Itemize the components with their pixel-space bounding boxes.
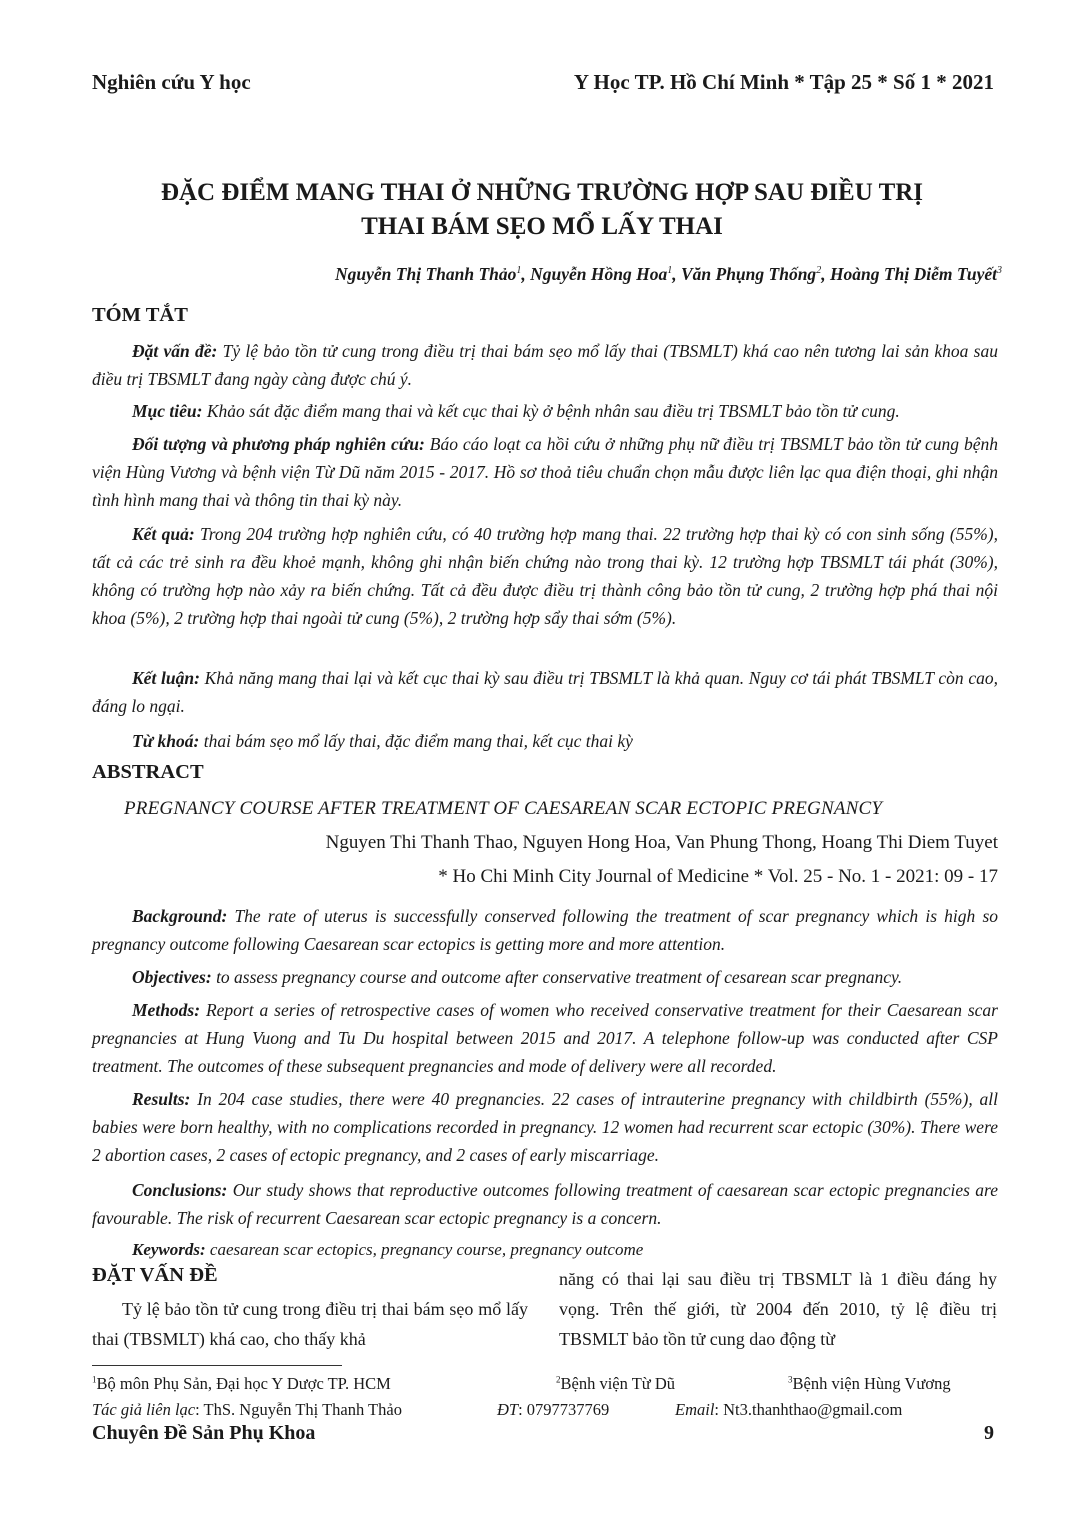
abstract-objectives-text: to assess pregnancy course and outcome after conservative treatment of cesarean scar pregnancy. [211, 967, 903, 987]
footnote-phone [497, 1400, 609, 1420]
summary-results-label: Kết quả: [132, 524, 195, 544]
author-name: Hoàng Thị Diễm Tuyết [829, 264, 997, 284]
summary-keywords-label: Từ khoá: [132, 731, 200, 751]
footnote-number: 2 [556, 1374, 561, 1385]
abstract-results [92, 1085, 998, 1169]
author-name: Nguyễn Hồng Hoa [530, 264, 668, 284]
summary-background [92, 337, 998, 393]
author-name: Nguyễn Thị Thanh Thảo [335, 264, 517, 284]
abstract-objectives [92, 963, 998, 991]
summary-conclusion [92, 664, 998, 720]
footnote-text: Bộ môn Phụ Sản, Đại học Y Dược TP. HCM [96, 1374, 391, 1393]
summary-objective-label: Mục tiêu: [132, 401, 203, 421]
footnote-number: 1 [92, 1374, 97, 1385]
footnote-contact-text: : ThS. Nguyễn Thị Thanh Thảo [195, 1400, 402, 1419]
intro-heading: ĐẶT VẤN ĐỀ [92, 1264, 218, 1286]
footnote-email-label: Email [675, 1400, 715, 1419]
author-list [335, 264, 1002, 285]
abstract-title: PREGNANCY COURSE AFTER TREATMENT OF CAESAREAN SCAR ECTOPIC PREGNANCY [124, 798, 883, 819]
summary-keywords [92, 727, 998, 755]
footnote-number: 3 [788, 1374, 793, 1385]
abstract-methods-label: Methods: [132, 1000, 201, 1020]
summary-methods-text: Báo cáo loạt ca hồi cứu ở những phụ nữ điều trị TBSMLT bảo tồn tử cung bệnh viện Hùng Vương và bệnh viện Từ Dũ năm 2015 - 2017. Hồ sơ thoả tiêu chuẩn chọn mẫu được liên lạc qua điện thoại, ghi nhận tình hình mang thai và thông tin thai kỳ này. [92, 434, 998, 510]
abstract-methods [92, 996, 998, 1080]
author-name: Văn Phụng Thống [680, 264, 817, 284]
abstract-heading: ABSTRACT [92, 761, 204, 783]
summary-methods [92, 430, 998, 514]
footnote-email-text: : Nt3.thanhthao@gmail.com [714, 1400, 903, 1419]
footnote-affiliation-1 [92, 1374, 391, 1394]
abstract-conclusions-label: Conclusions: [132, 1180, 228, 1200]
title-line-2: THAI BÁM SẸO MỔ LẤY THAI [361, 213, 723, 240]
footnote-affiliation-3 [788, 1374, 951, 1394]
article-title [90, 176, 994, 244]
footer-section-title: Chuyên Đề Sản Phụ Khoa [92, 1422, 316, 1444]
summary-objective-text: Khảo sát đặc điểm mang thai và kết cục thai kỳ ở bệnh nhân sau điều trị TBSMLT bảo tồn tử cung. [202, 401, 900, 421]
abstract-background-text: The rate of uterus is successfully conserved following the treatment of scar pregnancy which is high so pregnancy outcome following Caesarean scar ectopics is getting more and more attention. [92, 906, 998, 954]
footnote-email [675, 1400, 902, 1420]
abstract-methods-text: Report a series of retrospective cases of women who received conservative treatment for their Caesarean scar pregnancies at Hung Vuong and Tu Du hospital between 2015 and 2017. A telephone follow-up was conducted after CSP treatment. The outcomes of these subsequent pregnancies and mode of delivery were all recorded. [92, 1000, 998, 1076]
abstract-objectives-label: Objectives: [132, 967, 212, 987]
abstract-background-label: Background: [132, 906, 228, 926]
author-separator: , [521, 264, 531, 284]
footnote-text: Bệnh viện Hùng Vương [792, 1374, 951, 1393]
author-affiliation: 2 [816, 265, 822, 277]
summary-keywords-text: thai bám sẹo mổ lấy thai, đặc điểm mang thai, kết cục thai kỳ [199, 731, 633, 751]
summary-methods-label: Đối tượng và phương pháp nghiên cứu: [132, 434, 425, 454]
abstract-authors: Nguyen Thi Thanh Thao, Nguyen Hong Hoa, Van Phung Thong, Hoang Thi Diem Tuyet [325, 832, 998, 853]
abstract-conclusions-text: Our study shows that reproductive outcomes following treatment of caesarean scar ectopic pregnancies are favourable. The risk of recurrent Caesarean scar ectopic pregnancy is a concern. [92, 1180, 998, 1228]
abstract-results-text: In 204 case studies, there were 40 pregnancies. 22 cases of intrauterine pregnancy with childbirth (55%), all babies were born healthy, with no complications recorded in pregnancy. 12 women had recurrent scar ectopic (30%). There were 2 abortion cases, 2 cases of ectopic pregnancy, and 2 cases of early miscarriage. [92, 1089, 998, 1165]
title-line-1: ĐẶC ĐIỂM MANG THAI Ở NHỮNG TRƯỜNG HỢP SAU ĐIỀU TRỊ [160, 179, 924, 206]
abstract-keywords [132, 1240, 643, 1260]
footnote-phone-text: : 0797737769 [518, 1400, 610, 1419]
abstract-background [92, 902, 998, 958]
abstract-keywords-label: Keywords: [132, 1240, 206, 1259]
author-affiliation: 1 [667, 265, 673, 277]
summary-background-label: Đặt vấn đề: [132, 341, 218, 361]
author-affiliation: 1 [516, 265, 522, 277]
author-separator: , [821, 264, 830, 284]
abstract-keywords-text: caesarean scar ectopics, pregnancy course, pregnancy outcome [205, 1240, 644, 1259]
summary-heading: TÓM TẮT [92, 304, 188, 326]
footnote-affiliation-2 [556, 1374, 675, 1394]
summary-background-text: Tỷ lệ bảo tồn tử cung trong điều trị thai bám sẹo mổ lấy thai (TBSMLT) khá cao nên tương lai sản khoa sau điều trị TBSMLT đang ngày càng được chú ý. [92, 341, 998, 389]
author-affiliation: 3 [997, 265, 1002, 277]
abstract-citation: * Ho Chi Minh City Journal of Medicine * Vol. 25 - No. 1 - 2021: 09 - 17 [438, 866, 998, 887]
page-number: 9 [984, 1422, 994, 1444]
summary-results-text: Trong 204 trường hợp nghiên cứu, có 40 trường hợp mang thai. 22 trường hợp thai kỳ có con sinh sống (55%), tất cả các trẻ sinh ra đều khoẻ mạnh, không ghi nhận biến chứng nào trong thai kỳ. 12 trường hợp TBSMLT tái phát (30%), không có trường hợp nào xảy ra biến chứng. Tất cả đều được điều trị thành công bảo tồn tử cung, 2 trường hợp phá thai nội khoa (5%), 2 trường hợp thai ngoài tử cung (5%), 2 trường hợp sẩy thai sớm (5%). [92, 524, 998, 628]
running-header-left: Nghiên cứu Y học [92, 70, 251, 94]
footnote-divider [92, 1365, 342, 1366]
abstract-conclusions [92, 1176, 998, 1232]
running-header-right: Y Học TP. Hồ Chí Minh * Tập 25 * Số 1 * 2021 [573, 70, 994, 94]
footnote-phone-label: ĐT [497, 1400, 519, 1419]
footnote-contact-label: Tác giả liên lạc [92, 1400, 196, 1419]
summary-objective [92, 397, 998, 425]
intro-column-right: năng có thai lại sau điều trị TBSMLT là 1 điều đáng hy vọng. Trên thế giới, từ 2004 đến 2010, tỷ lệ điều trị TBSMLT bảo tồn tử cung dao động từ [559, 1269, 997, 1349]
summary-results [92, 520, 998, 632]
footnote-text: Bệnh viện Từ Dũ [560, 1374, 676, 1393]
intro-column-left: Tỷ lệ bảo tồn tử cung trong điều trị thai bám sẹo mổ lấy thai (TBSMLT) khá cao, cho thấy khả [92, 1299, 528, 1349]
summary-conclusion-text: Khả năng mang thai lại và kết cục thai kỳ sau điều trị TBSMLT là khả quan. Nguy cơ tái phát TBSMLT còn cao, đáng lo ngại. [92, 668, 998, 716]
author-separator: , [672, 264, 681, 284]
summary-conclusion-label: Kết luận: [132, 668, 200, 688]
footnote-contact [92, 1400, 402, 1420]
abstract-results-label: Results: [132, 1089, 191, 1109]
